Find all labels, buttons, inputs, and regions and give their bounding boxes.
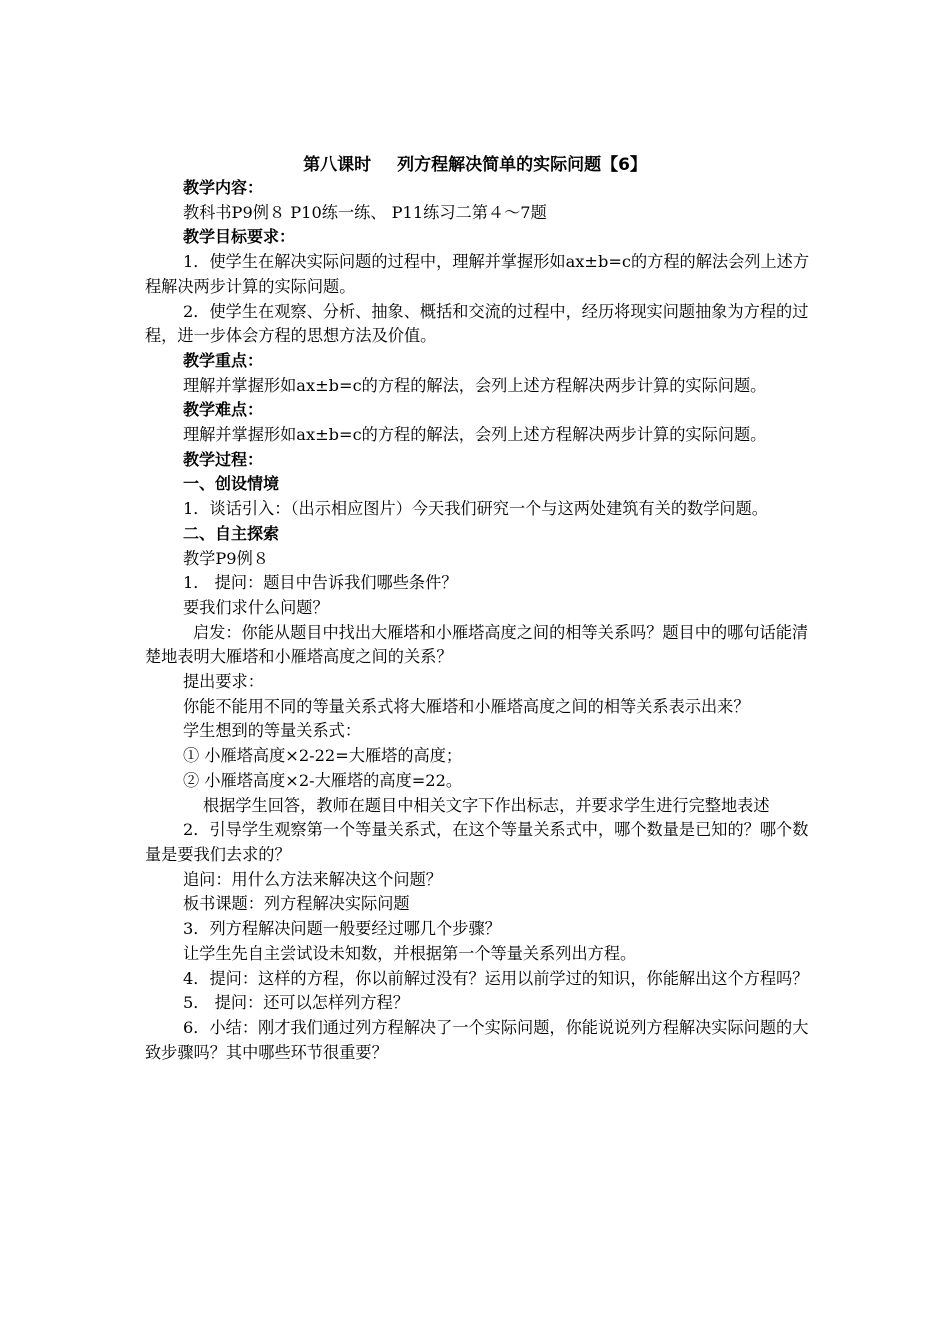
section-2-students: 学生想到的等量关系式： bbox=[183, 721, 362, 741]
section-2-teacher-note: 根据学生回答，教师在题目中相关文字下作出标志，并要求学生进行完整地表述 bbox=[203, 795, 770, 815]
content-text: 教科书P9例８ P10练一练、 P11练习二第４～7题 bbox=[183, 202, 547, 222]
section-2-equation-2: ② 小雁塔高度×2-大雁塔的高度=22。 bbox=[183, 770, 463, 790]
goal-1: 1．使学生在解决实际问题的过程中，理解并掌握形如ax±b=c的方程的解法会列上述方程解决两步计算的实际问题。 bbox=[145, 252, 810, 296]
heading-difficulties: 教学难点： bbox=[183, 400, 264, 420]
section-2-item-5: 5． 提问：还可以怎样列方程？ bbox=[183, 993, 409, 1013]
section-2-equation-1: ① 小雁塔高度×2-22=大雁塔的高度； bbox=[183, 746, 463, 766]
section-2-hint: 启发：你能从题目中找出大雁塔和小雁塔高度之间的相等关系吗？题目中的哪句话能清楚地表明大雁塔和小雁塔高度之间的关系？ bbox=[145, 622, 809, 667]
section-2-requirement-text: 你能不能用不同的等量关系式将大雁塔和小雁塔高度之间的相等关系表示出来？ bbox=[183, 696, 750, 716]
lesson-number: 第八课时 bbox=[303, 155, 372, 175]
section-2-followup: 追问：用什么方法来解决这个问题？ bbox=[183, 869, 442, 889]
section-2-item-3b: 让学生先自主尝试设未知数，并根据第一个等量关系列出方程。 bbox=[183, 943, 637, 963]
goal-2: 2．使学生在观察、分析、抽象、概括和交流的过程中，经历将现实问题抽象为方程的过程，进一步体会方程的思想方法及价值。 bbox=[145, 301, 809, 346]
section-2-item-2: 2．引导学生观察第一个等量关系式，在这个等量关系式中，哪个数量是已知的？哪个数量是要我们去求的？ bbox=[145, 820, 809, 864]
section-2-intro: 教学P9例８ bbox=[183, 548, 269, 568]
heading-section-2: 二、自主探索 bbox=[183, 523, 280, 543]
section-1-item-1: 1．谈话引入：（出示相应图片）今天我们研究一个与这两处建筑有关的数学问题。 bbox=[183, 499, 768, 519]
lesson-topic: 列方程解决简单的实际问题【6】 bbox=[397, 155, 647, 175]
section-2-item-3: 3．列方程解决问题一般要经过哪几个步骤？ bbox=[183, 919, 501, 939]
heading-content: 教学内容： bbox=[183, 178, 264, 197]
key-points-text: 理解并掌握形如ax±b=c的方程的解法，会列上述方程解决两步计算的实际问题。 bbox=[183, 375, 767, 395]
section-2-item-6: 6．小结：刚才我们通过列方程解决了一个实际问题，你能说说列方程解决实际问题的大致步骤吗？其中哪些环节很重要？ bbox=[145, 1017, 809, 1062]
heading-key-points: 教学重点： bbox=[183, 350, 264, 370]
document-title bbox=[0, 150, 950, 175]
heading-section-1: 一、创设情境 bbox=[183, 474, 280, 494]
section-2-board: 板书课题：列方程解决实际问题 bbox=[183, 894, 410, 914]
section-2-question-1b: 要我们求什么问题？ bbox=[183, 597, 329, 617]
heading-goals: 教学目标要求： bbox=[183, 227, 296, 247]
section-2-question-1: 1． 提问：题目中告诉我们哪些条件？ bbox=[183, 573, 458, 593]
section-2-item-4: 4．提问：这样的方程，你以前解过没有？运用以前学过的知识，你能解出这个方程吗？ bbox=[183, 968, 809, 988]
section-2-requirement-label: 提出要求： bbox=[183, 672, 264, 692]
heading-process: 教学过程： bbox=[183, 449, 264, 469]
difficulties-text: 理解并掌握形如ax±b=c的方程的解法，会列上述方程解决两步计算的实际问题。 bbox=[183, 425, 767, 445]
document-body bbox=[145, 176, 810, 1065]
